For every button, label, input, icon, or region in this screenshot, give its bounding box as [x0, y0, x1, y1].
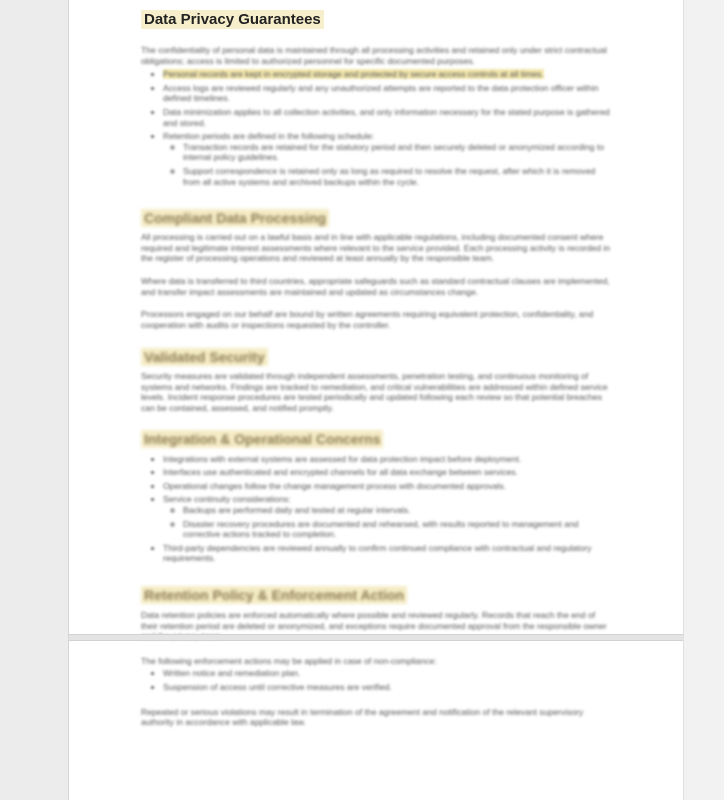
section-title: Compliant Data Processing [141, 209, 329, 227]
section-retention-policy [141, 586, 611, 728]
list-item: • Integrations with external systems are assessed for data protection impact before deployment. [163, 454, 611, 465]
list-item: • Retention periods are defined in the following schedule: ◦ Transaction records are retained for the statutory period and then securely deleted or anonymized according to internal policy guidelines. ◦ Support correspondence is retained only as long as required to resolve the request, after which it is removed from all active systems and archived backups within the cycle. [163, 131, 611, 187]
list-item: ◦ Disaster recovery procedures are documented and rehearsed, with results reported to management and corrective actions tracked to completion. [183, 519, 611, 540]
list-item: • Interfaces use authenticated and encrypted channels for all data exchange between services. [163, 467, 611, 478]
bullet-list [141, 69, 611, 187]
scrollbar-track[interactable] [683, 0, 724, 800]
bullet-list [141, 454, 611, 564]
paragraph: Repeated or serious violations may result in termination of the agreement and notification of the relevant supervisory authority in accordance with applicable law. [141, 706, 584, 728]
section-title: Integration & Operational Concerns [141, 430, 383, 448]
section-integration [141, 430, 611, 564]
paragraph: Where data is transferred to third countries, appropriate safeguards such as standard contractual clauses are implemented, and transfer impact assessments are maintained and updated as circumstances change. [141, 275, 610, 297]
paragraph: Security measures are validated through independent assessments, penetration testing, and continuous monitoring of systems and networks. Findings are tracked to remediation, and critical vulnerabilities are addressed within defined service levels. Incident response procedures are tested periodically and updated following each review so that potential breaches can be contained, assessed, and notified promptly. [141, 371, 608, 414]
page-break [69, 634, 684, 641]
list-item: • Operational changes follow the change management process with documented approvals. [163, 481, 611, 492]
document-page [68, 0, 685, 800]
section-title: Retention Policy & Enforcement Action [141, 586, 407, 604]
sub-bullet-list [163, 505, 611, 540]
list-item: • Data minimization applies to all collection activities, and only information necessary for the stated purpose is gathered and stored. [163, 107, 611, 128]
section-title: Data Privacy Guarantees [141, 10, 324, 29]
paragraph: The following enforcement actions may be applied in case of non-compliance: [141, 655, 437, 666]
list-item: • Personal records are kept in encrypted storage and protected by secure access controls at all times. [163, 69, 611, 80]
section-validated-security [141, 348, 611, 413]
list-item: • Written notice and remediation plan. [163, 668, 611, 679]
list-item: ◦ Backups are performed daily and tested at regular intervals. [183, 505, 611, 516]
list-item: ◦ Support correspondence is retained only as long as required to resolve the request, after which it is removed from all active systems and archived backups within the cycle. [183, 166, 611, 187]
paragraph: Processors engaged on our behalf are bound by written agreements requiring equivalent protection, confidentiality, and cooperation with audits or inspections requested by the controller. [141, 309, 594, 330]
list-item: ◦ Transaction records are retained for the statutory period and then securely deleted or anonymized according to internal policy guidelines. [183, 142, 611, 163]
list-item: • Access logs are reviewed regularly and any unauthorized attempts are reported to the data protection officer within defined timelines. [163, 83, 611, 104]
bullet-list [141, 668, 611, 692]
document-content [141, 10, 611, 728]
paragraph: The confidentiality of personal data is maintained through all processing activities and retained only under strict contractual obligations; access is limited to authorized personnel for specific documented purposes. [141, 45, 607, 66]
sub-bullet-list [163, 142, 611, 187]
paragraph: All processing is carried out on a lawful basis and in line with applicable regulations, including documented consent where required and legitimate interest assessments where relevant to the service provided. Each processing activity is recorded in the register of processing operations and reviewed at least annually by the responsible team. [141, 232, 611, 264]
paragraph: Data retention policies are enforced automatically where possible and reviewed regularly. Records that reach the end of their retention period are deleted or anonymized, and exceptions require documented approval from the responsible owner [141, 610, 607, 631]
list-item: • Suspension of access until corrective measures are verified. [163, 682, 611, 693]
list-item: • Service continuity considerations: ◦ Backups are performed daily and tested at regular intervals. ◦ Disaster recovery procedures are documented and rehearsed, with results reported to management and corrective actions tracked to completion. [163, 494, 611, 539]
list-item: • Third-party dependencies are reviewed annually to confirm continued compliance with contractual and regulatory requirements. [163, 543, 611, 564]
section-data-privacy [141, 10, 611, 187]
section-title: Validated Security [141, 348, 268, 366]
section-compliant-processing [141, 209, 611, 330]
